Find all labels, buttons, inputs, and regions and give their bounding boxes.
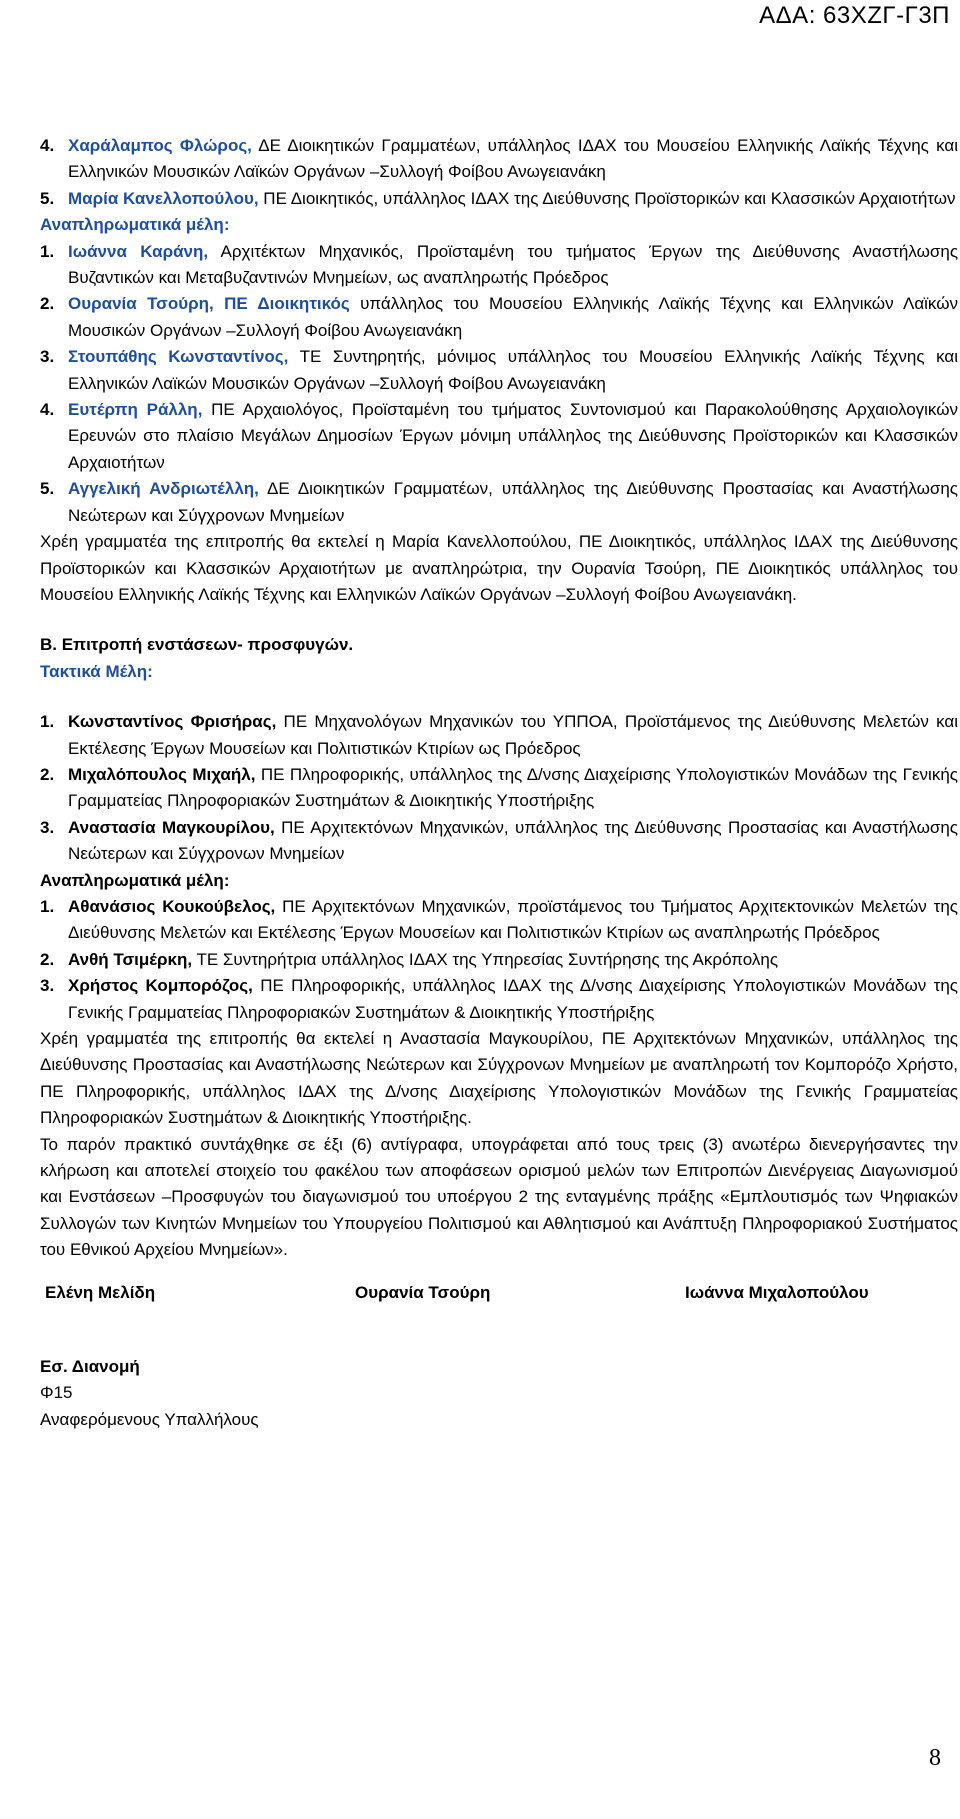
list-item: 1. Κωνσταντίνος Φρισήρας, ΠΕ Μηχανολόγων Μηχανικών του ΥΠΠΟΑ, Προϊστάμενος της Διεύθυνσης Μελετών και Εκτέλεσης Έργων Μουσείων και Πολιτιστικών Κτιρίων ως Πρόεδρος <box>40 712 958 758</box>
signature-name: Ελένη Μελίδη <box>45 1282 156 1302</box>
list-item: 4. Ευτέρπη Ράλλη, ΠΕ Αρχαιολόγος, Προϊσταμένη του τμήματος Συντονισμού και Παρακολούθησης Αρχαιολογικών Ερευνών στο πλαίσιο Μεγάλων Δημοσίων Έργων μόνιμη υπάλληλος της Διεύθυνσης Προϊστορικών και Κλασσικών Αρχαιοτήτων <box>40 400 958 472</box>
page-number: 8 <box>929 1745 941 1771</box>
list-item: 1. Ιωάννα Καράνη, Αρχιτέκτων Μηχανικός, Προϊσταμένη του τμήματος Έργων της Διεύθυνσης Αναστήλωσης Βυζαντικών και Μεταβυζαντινών Μνημείων, ως αναπληρωτής Πρόεδρος <box>40 241 959 288</box>
alternates-heading-b: Αναπληρωματικά μέλη: <box>40 870 230 890</box>
alternates-heading: Αναπληρωματικά μέλη: <box>40 215 230 235</box>
list-item: 5. Αγγελική Ανδριωτέλλη, ΔΕ Διοικητικών Γραμματέων, υπάλληλος της Διεύθυνσης Προστασίας και Αναστήλωσης Νεώτερων και Σύγχρονων Μνημείων <box>40 479 958 525</box>
section-b-title: Β. Επιτροπή ενστάσεων- προσφυγών. <box>40 635 354 655</box>
distribution-line: Φ15 <box>40 1383 73 1403</box>
closing-paragraph: Το παρόν πρακτικό συντάχθηκε σε έξι (6) αντίγραφα, υπογράφεται από τους τρεις (3) ανωτέρω διενεργήσαντες την κλήρωση και αποτελεί στοιχείο του φακέλου των αποφάσεων ορισμού μελών των Επιτροπών Διενέργειας Διαγωνισμού και Ενστάσεων –Προσφυγών του διαγωνισμού του υποέργου 2 της ενταγμένης πράξης «Εμπλουτισμός των Ψηφιακών Συλλογών των Κινητών Μνημείων του Υπουργείου Πολιτισμού και Αθλητισμού και Ανάπτυξη Πληροφοριακού Συστήματος του Εθνικού Αρχείου Μνημείων». <box>40 1134 958 1260</box>
distribution-title: Εσ. Διανομή <box>40 1357 140 1377</box>
list-item: 2. Ουρανία Τσούρη, ΠΕ Διοικητικός υπάλληλος του Μουσείου Ελληνικής Λαϊκής Τέχνης και Ελληνικών Λαϊκών Μουσικών Οργάνων –Συλλογή Φοίβου Ανωγειανάκη <box>40 294 959 340</box>
signature-name: Ουρανία Τσούρη <box>355 1282 491 1302</box>
document-body <box>40 133 958 1433</box>
list-item: 3. Στουπάθης Κωνσταντίνος, ΤΕ Συντηρητής, μόνιμος υπάλληλος του Μουσείου Ελληνικής Λαϊκής Τέχνης και Ελληνικών Λαϊκών Μουσικών Οργάνων –Συλλογή Φοίβου Ανωγειανάκη <box>40 347 958 393</box>
list-item: 1. Αθανάσιος Κουκούβελος, ΠΕ Αρχιτεκτόνων Μηχανικών, προϊστάμενος του Τμήματος Αρχιτεκτονικών Μελετών της Διεύθυνσης Μελετών και Εκτέλεσης Έργων Μουσείων και Πολιτιστικών Κτιρίων ως αναπληρωτής Πρόεδρος <box>40 896 959 943</box>
regular-members-heading: Τακτικά Μέλη: <box>40 661 153 681</box>
distribution-line: Αναφερόμενους Υπαλλήλους <box>40 1409 259 1429</box>
list-item: 3. Αναστασία Μαγκουρίλου, ΠΕ Αρχιτεκτόνων Μηχανικών, υπάλληλος της Διεύθυνσης Προστασίας και Αναστήλωσης Νεώτερων και Σύγχρονων Μνημείων <box>40 817 958 864</box>
signatures <box>40 1280 958 1306</box>
list-item: 5. Μαρία Κανελλοπούλου, ΠΕ Διοικητικός, υπάλληλος ΙΔΑΧ της Διεύθυνσης Προϊστορικών και Κλασσικών Αρχαιοτήτων <box>40 188 956 208</box>
secretary-paragraph-b: Χρέη γραμματέα της επιτροπής θα εκτελεί η Αναστασία Μαγκουρίλου, ΠΕ Αρχιτεκτόνων Μηχανικών, υπάλληλος της Διεύθυνσης Προστασίας και Αναστήλωσης Νεώτερων και Σύγχρονων Μνημείων με αναπληρωτή τον Κομπορόζο Χρήστο, ΠΕ Πληροφορικής, υπάλληλος ΙΔΑΧ της Δ/νσης Διαχείρισης Υπολογιστικών Μονάδων της Γενικής Γραμματείας Πληροφοριακών Συστημάτων & Διοικητικής Υποστήριξης. <box>40 1029 958 1128</box>
list-item: 2. Ανθή Τσιμέρκη, ΤΕ Συντηρήτρια υπάλληλος ΙΔΑΧ της Υπηρεσίας Συντήρησης της Ακρόπολης <box>40 949 779 969</box>
ada-code: ΑΔΑ: 63ΧΖΓ-Γ3Π <box>759 2 950 29</box>
secretary-paragraph: Χρέη γραμματέα της επιτροπής θα εκτελεί η Μαρία Κανελλοπούλου, ΠΕ Διοικητικός, υπάλληλος ΙΔΑΧ της Διεύθυνσης Προϊστορικών και Κλασσικών Αρχαιοτήτων με αναπληρώτρια, την Ουρανία Τσούρη, ΠΕ Διοικητικός υπάλληλος του Μουσείου Ελληνικής Λαϊκής Τέχνης και Ελληνικών Λαϊκών Οργάνων –Συλλογή Φοίβου Ανωγειανάκη. <box>40 532 958 604</box>
list-item: 3. Χρήστος Κομπορόζος, ΠΕ Πληροφορικής, υπάλληλος ΙΔΑΧ της Δ/νσης Διαχείρισης Υπολογιστικών Μονάδων της Γενικής Γραμματείας Πληροφοριακών Συστημάτων & Διοικητικής Υποστήριξης <box>40 976 958 1022</box>
signature-name: Ιωάννα Μιχαλοπούλου <box>685 1282 869 1302</box>
list-item: 4. Χαράλαμπος Φλώρος, ΔΕ Διοικητικών Γραμματέων, υπάλληλος ΙΔΑΧ του Μουσείου Ελληνικής Λαϊκής Τέχνης και Ελληνικών Μουσικών Λαϊκών Οργάνων –Συλλογή Φοίβου Ανωγειανάκη <box>40 136 958 182</box>
list-item: 2. Μιχαλόπουλος Μιχαήλ, ΠΕ Πληροφορικής, υπάλληλος της Δ/νσης Διαχείρισης Υπολογιστικών Μονάδων της Γενικής Γραμματείας Πληροφοριακών Συστημάτων & Διοικητικής Υποστήριξης <box>40 764 958 811</box>
